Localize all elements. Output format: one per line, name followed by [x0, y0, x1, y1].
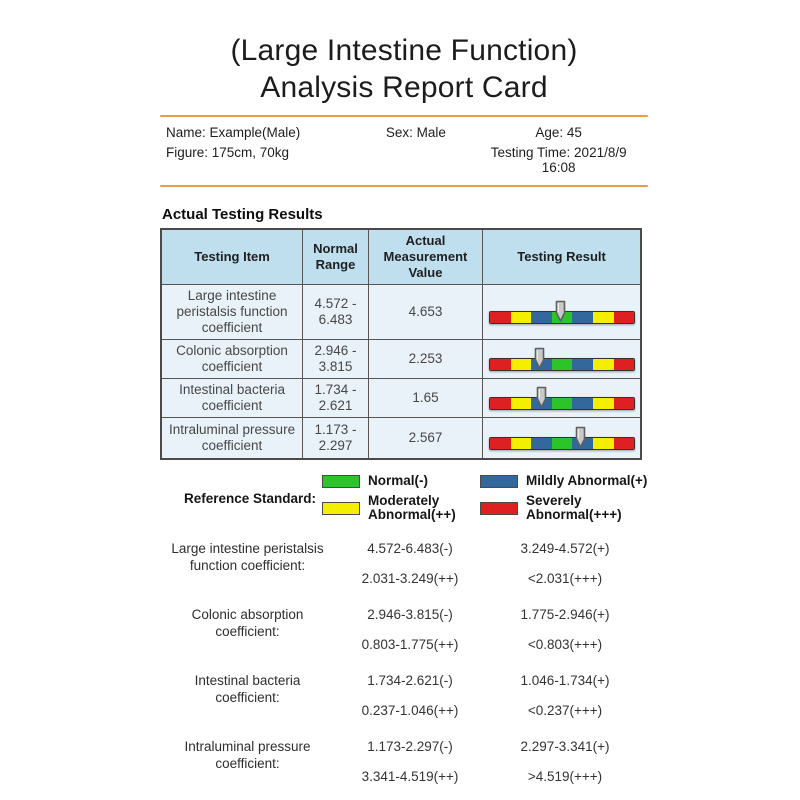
normal-range-cell: 1.734 - 2.621 [303, 379, 369, 418]
bar-segment-normal [552, 359, 573, 370]
results-header-row [161, 229, 641, 285]
reference-item [160, 738, 648, 785]
table-row [161, 340, 641, 379]
bar-segment-normal [552, 438, 573, 449]
legend-item-label: Normal(-) [368, 473, 428, 488]
bar-segment-severe-right [614, 312, 635, 323]
bar-segment-moderate-right [593, 438, 614, 449]
severity-color-bar [489, 397, 635, 410]
result-marker-arrow-icon [534, 386, 549, 409]
patient-figure: Figure: 175cm, 70kg [166, 145, 290, 160]
legend-item-label: Moderately Abnormal(++) [368, 493, 456, 522]
reference-range-moderate: 3.341-4.519(++) [361, 769, 459, 784]
column-header-normal-range: Normal Range [303, 229, 369, 285]
bar-segment-severe-right [614, 398, 635, 409]
result-indicator [489, 423, 635, 453]
reference-item [160, 672, 648, 719]
patient-age: Age: 45 [535, 125, 582, 140]
results-heading: Actual Testing Results [162, 206, 323, 223]
reference-range-mild: 1.046-1.734(+) [520, 673, 610, 688]
reference-range-normal: 2.946-3.815(-) [367, 607, 453, 622]
patient-sex: Sex: Male [385, 125, 446, 140]
bar-segment-mild-left [531, 312, 552, 323]
moderate-color-swatch [322, 502, 360, 515]
reference-item [160, 606, 648, 653]
legend-item-moderate [322, 494, 480, 522]
bar-segment-severe-left [490, 398, 511, 409]
measurement-value-cell: 2.253 [368, 340, 482, 379]
reference-item-label: Intestinal bacteria coefficient: [194, 673, 301, 705]
reference-item-label: Colonic absorption coefficient: [191, 607, 304, 639]
measurement-value-cell: 2.567 [368, 418, 482, 460]
bar-segment-mild-right [572, 359, 593, 370]
bar-segment-moderate-left [511, 398, 532, 409]
reference-range-normal: 1.734-2.621(-) [367, 673, 453, 688]
normal-range-cell: 1.173 - 2.297 [303, 418, 369, 460]
bar-segment-severe-left [490, 312, 511, 323]
result-marker-arrow-icon [532, 347, 547, 370]
testing-time: Testing Time: 2021/8/9 16:08 [490, 145, 627, 175]
column-header-testing-item: Testing Item [161, 229, 303, 285]
reference-range-normal: 4.572-6.483(-) [367, 541, 453, 556]
reference-range-moderate: 0.803-1.775(++) [361, 637, 459, 652]
page-title-line2: Analysis Report Card [260, 71, 548, 104]
reference-range-mild: 2.297-3.341(+) [520, 739, 610, 754]
legend-item-mild [480, 474, 648, 488]
bar-segment-moderate-right [593, 398, 614, 409]
reference-range-severe: <0.237(+++) [527, 703, 603, 718]
table-row [161, 379, 641, 418]
bar-segment-mild-right [572, 312, 593, 323]
normal-range-cell: 4.572 - 6.483 [303, 285, 369, 340]
reference-range-severe: <2.031(+++) [527, 571, 603, 586]
bar-segment-severe-left [490, 438, 511, 449]
testing-result-cell [483, 285, 641, 340]
measurement-value-cell: 4.653 [368, 285, 482, 340]
bar-segment-mild-left [531, 438, 552, 449]
page-title-line1: (Large Intestine Function) [230, 34, 578, 67]
bar-segment-moderate-left [511, 359, 532, 370]
results-table [160, 228, 642, 460]
bar-segment-severe-right [614, 359, 635, 370]
bar-segment-normal [552, 398, 573, 409]
bar-segment-severe-left [490, 359, 511, 370]
testing-item-cell: Intestinal bacteria coefficient [161, 379, 303, 418]
reference-range-moderate: 0.237-1.046(++) [361, 703, 459, 718]
testing-result-cell [483, 340, 641, 379]
bar-segment-moderate-right [593, 312, 614, 323]
legend-title: Reference Standard: [184, 490, 317, 506]
mild-color-swatch [480, 475, 518, 488]
bar-segment-moderate-right [593, 359, 614, 370]
bar-segment-severe-right [614, 438, 635, 449]
result-indicator [489, 383, 635, 413]
page-title [160, 0, 648, 106]
reference-item-label: Large intestine peristalsis function coefficient: [171, 541, 324, 573]
legend-items [322, 474, 648, 522]
testing-result-cell [483, 418, 641, 460]
measurement-value-cell: 1.65 [368, 379, 482, 418]
report-page [160, 0, 648, 785]
result-marker-arrow-icon [553, 300, 568, 323]
result-marker-arrow-icon [573, 426, 588, 449]
patient-name: Name: Example(Male) [166, 125, 301, 140]
column-header-testing-result: Testing Result [483, 229, 641, 285]
patient-info [160, 117, 648, 185]
severity-color-bar [489, 437, 635, 450]
reference-range-severe: >4.519(+++) [527, 769, 603, 784]
severe-color-swatch [480, 502, 518, 515]
result-indicator [489, 344, 635, 374]
testing-item-cell: Intraluminal pressure coefficient [161, 418, 303, 460]
table-row [161, 418, 641, 460]
severity-color-bar [489, 358, 635, 371]
reference-range-severe: <0.803(+++) [527, 637, 603, 652]
legend-item-label: Mildly Abnormal(+) [526, 473, 648, 488]
testing-item-cell: Colonic absorption coefficient [161, 340, 303, 379]
reference-item-label: Intraluminal pressure coefficient: [184, 739, 311, 771]
patient-info-spacer [356, 145, 475, 175]
reference-ranges-section [160, 540, 648, 785]
bar-segment-moderate-left [511, 438, 532, 449]
legend-item-severe [480, 494, 648, 522]
bar-segment-moderate-left [511, 312, 532, 323]
reference-range-moderate: 2.031-3.249(++) [361, 571, 459, 586]
column-header-measurement-value: Actual Measurement Value [368, 229, 482, 285]
reference-standard-legend [160, 474, 648, 522]
testing-item-cell: Large intestine peristalsis function coefficient [161, 285, 303, 340]
legend-item-normal [322, 474, 480, 488]
bar-segment-mild-right [572, 398, 593, 409]
reference-item [160, 540, 648, 587]
normal-color-swatch [322, 475, 360, 488]
divider-bottom [160, 185, 648, 187]
result-indicator [489, 297, 635, 327]
legend-item-label: Severely Abnormal(+++) [526, 493, 622, 522]
reference-range-mild: 3.249-4.572(+) [520, 541, 610, 556]
reference-range-normal: 1.173-2.297(-) [367, 739, 453, 754]
reference-range-mild: 1.775-2.946(+) [520, 607, 610, 622]
normal-range-cell: 2.946 - 3.815 [303, 340, 369, 379]
table-row [161, 285, 641, 340]
testing-result-cell [483, 379, 641, 418]
